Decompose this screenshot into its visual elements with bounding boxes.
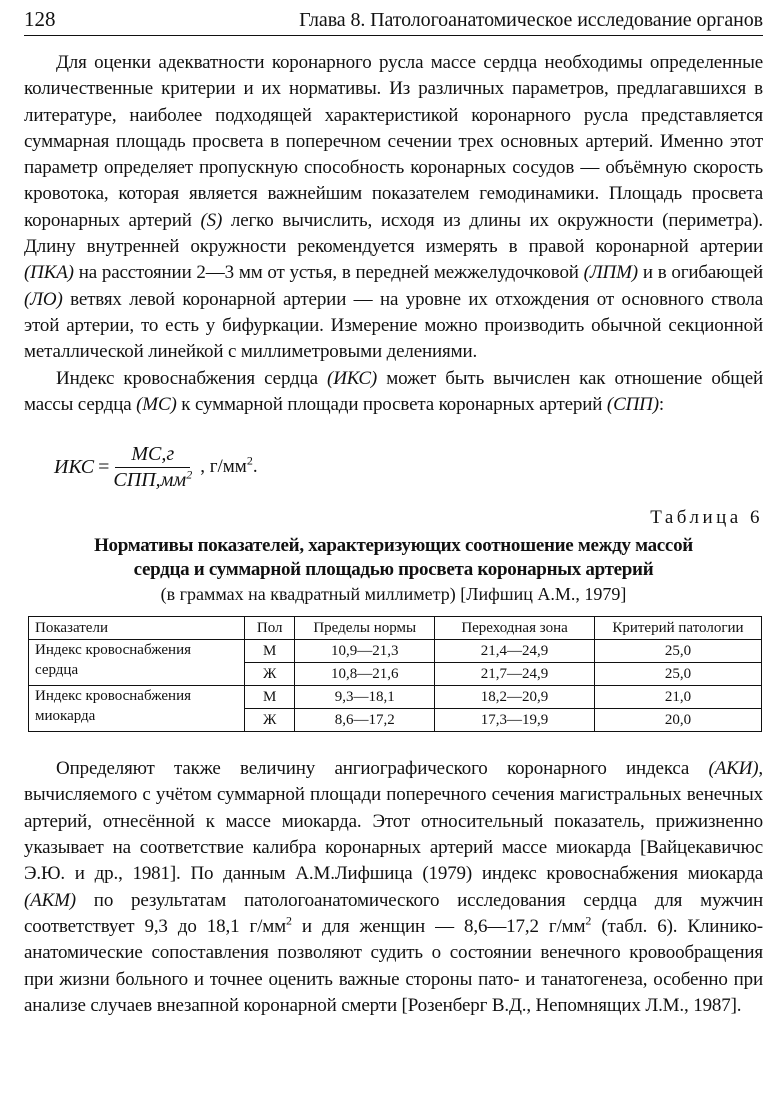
header-transition: Переходная зона [435, 617, 595, 640]
text-run: может быть вычислен как отношение общей массы сердца [24, 367, 763, 415]
abbr-aki: (АКИ) [708, 758, 759, 780]
text-run: (табл. 6). Клинико-анатомические сопоставления позволяют судить о состоянии венечного кровообращения при жизни больного и точнее оценить важные стороны пато- и танатогенеза, особенно при анализе случаев внезапной коронарной смерти [Розенберг В.Д., Непомнящих Л.М., 1987]. [24, 915, 763, 1016]
transition-cell: 18,2—20,9 [435, 686, 595, 709]
sex-cell: М [245, 640, 295, 663]
unit-end: . [252, 456, 258, 478]
text-run: Для оценки адекватности коронарного русла массе сердца необходимы определенные количественные критерии и их нормативы. Из различных параметров, предлагавшихся в литературе, наиболее подходящей характеристикой коронарного русла представляется суммарная площадь просвета в поперечном сечении трех основных артерий. Именно этот параметр определяет пропускную способность коронарных сосудов — объёмную скорость кровотока, которая является важнейшим показателем гемодинамики. Площадь просвета коронарных артерий [24, 52, 763, 231]
formula-unit [200, 453, 258, 478]
criterion-cell: 25,0 [594, 640, 761, 663]
abbr-ms: (МС) [136, 393, 177, 415]
norm-cell: 10,9—21,3 [295, 640, 435, 663]
table-row [29, 686, 762, 709]
abbr-lpm: (ЛПМ) [583, 262, 638, 284]
indicator-cell [29, 640, 245, 686]
header-sex: Пол [245, 617, 295, 640]
formula-iks [54, 436, 763, 498]
table-header-row [29, 617, 762, 640]
formula-denominator [113, 468, 192, 492]
indicator-line2: сердца [35, 662, 79, 679]
page-header [24, 6, 763, 36]
norm-cell: 10,8—21,6 [295, 663, 435, 686]
denominator-text: СПП,мм [113, 468, 187, 491]
formula-equals: = [98, 455, 110, 478]
formula-fraction [113, 443, 192, 492]
sex-cell: М [245, 686, 295, 709]
abbr-spp: (СПП) [606, 393, 659, 415]
text-run: и в огибающей [637, 262, 763, 284]
abbr-s: (S) [200, 209, 223, 231]
text-run: Определяют также величину ангиографического коронарного индекса [56, 758, 709, 780]
exponent: 2 [585, 913, 592, 928]
paragraph-angiographic-index [24, 756, 763, 1019]
table-title-line2: сердца и суммарной площадью просвета коронарных артерий [133, 559, 654, 581]
formula-lhs: ИКС [54, 455, 95, 478]
criterion-cell: 25,0 [594, 663, 761, 686]
text-run: и для женщин — 8,6—17,2 г/мм [291, 915, 586, 937]
abbr-akm: (АКМ) [24, 889, 76, 911]
criterion-cell: 21,0 [594, 686, 761, 709]
paragraph-blood-supply-index [24, 366, 763, 419]
text-run: легко вычислить, исходя из длины их окружности (периметра). Длину внутренней окружности рекомендуется измерять в правой коронарной артерии [24, 209, 763, 258]
abbr-iks: (ИКС) [327, 367, 378, 389]
abbr-pka: (ПКА) [24, 262, 74, 284]
table-row [29, 640, 762, 663]
transition-cell: 21,7—24,9 [435, 663, 595, 686]
exponent: 2 [286, 913, 292, 928]
text-run: Индекс кровоснабжения сердца [56, 367, 328, 389]
page-number: 128 [24, 7, 56, 31]
table-subtitle: (в граммах на квадратный миллиметр) [Лифшиц А.М., 1979] [160, 584, 627, 605]
denominator-exponent: 2 [186, 467, 193, 481]
text-run: , вычисляемого с учётом суммарной площади поперечного сечения магистральных венечных артерий, отнесённой к массе миокарда. Этот относительный показатель, прижизненно указывает на соответствие калибра коронарных артерий массе миокарда [Вайцекавичюс Э.Ю. и др., 1981]. По данным А.М.Лифшица (1979) индекс кровоснабжения миокарда [24, 758, 763, 885]
norm-cell: 9,3—18,1 [295, 686, 435, 709]
transition-cell: 21,4—24,9 [435, 640, 595, 663]
norms-table [28, 616, 762, 732]
indicator-cell [29, 686, 245, 732]
header-norm: Пределы нормы [295, 617, 435, 640]
unit-exponent: 2 [246, 453, 253, 468]
table-title-line1: Нормативы показателей, характеризующих соотношение между массой [94, 535, 693, 557]
sex-cell: Ж [245, 663, 295, 686]
indicator-line1: Индекс кровоснабжения [35, 688, 191, 705]
text-run: на расстоянии 2—3 мм от устья, в передней межжелудочковой [73, 262, 584, 284]
header-indicator: Показатели [29, 617, 245, 640]
sex-cell: Ж [245, 709, 295, 732]
transition-cell: 17,3—19,9 [435, 709, 595, 732]
header-criterion: Критерий патологии [594, 617, 761, 640]
unit-text: , г/мм [200, 456, 247, 478]
indicator-line1: Индекс кровоснабжения [35, 642, 191, 659]
formula-numerator: МС,г [115, 443, 190, 468]
text-run: : [658, 393, 665, 415]
text-run: к суммарной площади просвета коронарных артерий [176, 393, 607, 415]
chapter-title: Глава 8. Патологоанатомическое исследование органов [299, 9, 763, 31]
text-run: ветвях левой коронарной артерии — на уровне их отхождения от основного ствола этой артерии, то есть у бифуркации. Измерение можно производить обычной секционной металлической линейкой с миллиметровыми делениями. [24, 288, 763, 363]
abbr-lo: (ЛО) [24, 288, 63, 310]
table-label: Таблица 6 [650, 507, 763, 529]
text-run: по результатам патологоанатомического исследования сердца для мужчин соответствует 9,3 до 18,1 г/мм [24, 889, 763, 937]
paragraph-coronary-assessment [24, 50, 763, 366]
norm-cell: 8,6—17,2 [295, 709, 435, 732]
indicator-line2: миокарда [35, 708, 96, 725]
criterion-cell: 20,0 [594, 709, 761, 732]
